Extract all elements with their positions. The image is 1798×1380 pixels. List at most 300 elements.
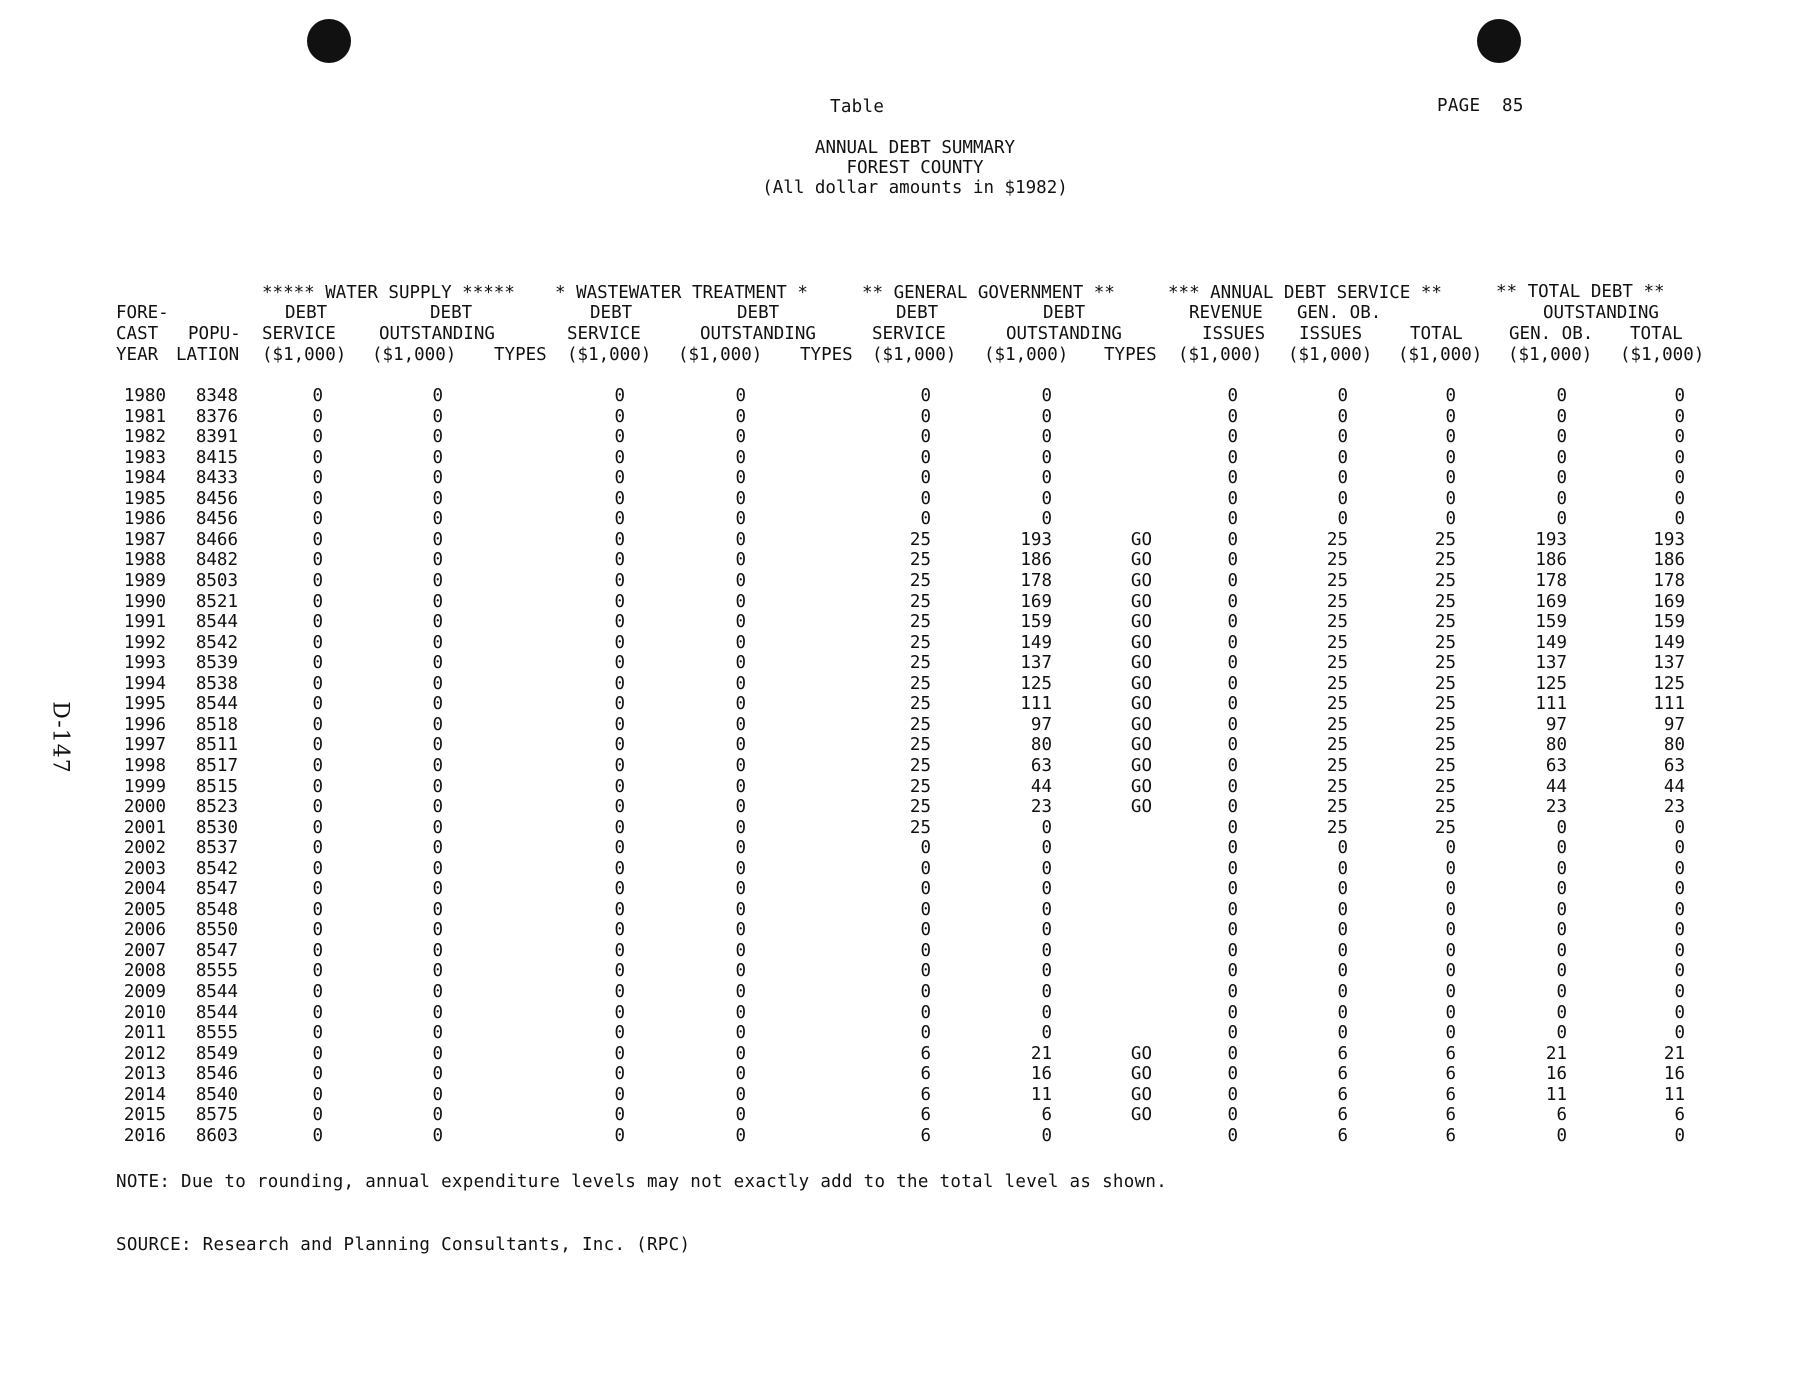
cell-ws-debt-outstanding: 0 [432, 1002, 443, 1023]
cell-ws-debt-service: 0 [312, 571, 323, 591]
cell-year: 2001 [123, 817, 166, 838]
cell-ws-debt-outstanding: 0 [432, 899, 443, 920]
cell-td-total: 80 [1663, 735, 1685, 756]
cell-ws-debt-service: 0 [312, 1125, 323, 1146]
cell-gg-debt-outstanding: 0 [1041, 1023, 1052, 1044]
cell-ads-total: 0 [1445, 858, 1456, 879]
cell-ads-genob-issues: 0 [1337, 427, 1348, 448]
cell-ads-revenue-issues: 0 [1227, 1125, 1238, 1146]
table-row [0, 1044, 1798, 1064]
cell-gg-debt-service: 25 [909, 550, 931, 571]
cell-gg-types: GO [1130, 571, 1152, 591]
cell-td-genob-outstanding: 0 [1556, 838, 1567, 859]
cell-ads-revenue-issues: 0 [1227, 797, 1238, 817]
cell-population: 8547 [195, 879, 238, 900]
cell-ads-revenue-issues: 0 [1227, 427, 1238, 448]
cell-year: 2011 [123, 1023, 166, 1044]
cell-td-total: 0 [1674, 858, 1685, 879]
cell-ads-genob-issues: 25 [1326, 797, 1348, 817]
table-row [0, 571, 1798, 591]
cell-ws-debt-service: 0 [312, 447, 323, 468]
cell-td-total: 111 [1653, 694, 1685, 715]
cell-ws-debt-service: 0 [312, 1043, 323, 1064]
cell-ads-revenue-issues: 0 [1227, 1023, 1238, 1044]
cell-ws-debt-service: 0 [312, 982, 323, 1002]
cell-ws-debt-service: 0 [312, 673, 323, 694]
table-row [0, 900, 1798, 920]
cell-wt-debt-outstanding: 0 [735, 673, 746, 694]
cell-ads-genob-issues: 0 [1337, 982, 1348, 1002]
cell-ws-debt-outstanding: 0 [432, 591, 443, 612]
cell-td-genob-outstanding: 111 [1535, 694, 1567, 715]
cell-ads-revenue-issues: 0 [1227, 1002, 1238, 1023]
cell-td-genob-outstanding: 186 [1535, 550, 1567, 571]
cell-gg-debt-service: 0 [920, 858, 931, 879]
cell-ws-debt-service: 0 [312, 1002, 323, 1023]
cell-ads-total: 6 [1445, 1125, 1456, 1146]
table-subtitle-county: FOREST COUNTY [846, 158, 984, 178]
col-header-ads-revenue-1: REVENUE [1189, 303, 1263, 323]
cell-ads-genob-issues: 0 [1337, 406, 1348, 427]
cell-wt-debt-outstanding: 0 [735, 550, 746, 571]
cell-gg-debt-outstanding: 6 [1041, 1105, 1052, 1126]
col-header-ads-genob-1: GEN. OB. [1297, 303, 1382, 323]
cell-ws-debt-outstanding: 0 [432, 858, 443, 879]
cell-gg-types: GO [1130, 591, 1152, 612]
binder-hole-right [1477, 19, 1521, 63]
table-title: ANNUAL DEBT SUMMARY [814, 138, 1016, 158]
cell-ads-total: 0 [1445, 899, 1456, 920]
cell-td-total: 0 [1674, 920, 1685, 941]
cell-td-total: 0 [1674, 427, 1685, 448]
cell-ads-revenue-issues: 0 [1227, 612, 1238, 632]
cell-ws-debt-service: 0 [312, 776, 323, 797]
cell-year: 1999 [123, 776, 166, 797]
cell-wt-debt-outstanding: 0 [735, 1023, 746, 1044]
cell-wt-debt-service: 0 [614, 653, 625, 674]
cell-ads-total: 25 [1434, 612, 1456, 632]
cell-wt-debt-outstanding: 0 [735, 632, 746, 653]
table-row [0, 427, 1798, 447]
cell-ws-debt-service: 0 [312, 714, 323, 735]
col-header-wt-outstanding-1: DEBT [737, 303, 780, 323]
cell-ads-total: 0 [1445, 427, 1456, 448]
cell-wt-debt-service: 0 [614, 879, 625, 900]
cell-gg-debt-service: 25 [909, 529, 931, 550]
cell-ads-genob-issues: 0 [1337, 920, 1348, 941]
cell-ws-debt-service: 0 [312, 920, 323, 941]
cell-wt-debt-service: 0 [614, 1064, 625, 1085]
cell-wt-debt-service: 0 [614, 776, 625, 797]
cell-gg-debt-outstanding: 169 [1020, 591, 1052, 612]
cell-population: 8542 [195, 632, 238, 653]
cell-gg-debt-outstanding: 0 [1041, 899, 1052, 920]
cell-ws-debt-outstanding: 0 [432, 468, 443, 489]
table-row [0, 509, 1798, 529]
cell-ads-total: 6 [1445, 1105, 1456, 1126]
table-row [0, 468, 1798, 488]
cell-ads-revenue-issues: 0 [1227, 735, 1238, 756]
col-header-wt-types: TYPES [800, 345, 853, 365]
cell-wt-debt-outstanding: 0 [735, 920, 746, 941]
cell-gg-debt-outstanding: 0 [1041, 468, 1052, 489]
cell-gg-debt-outstanding: 0 [1041, 982, 1052, 1002]
cell-gg-debt-service: 0 [920, 838, 931, 859]
source-text: SOURCE: Research and Planning Consultants, Inc. (RPC) [116, 1235, 691, 1255]
cell-ws-debt-service: 0 [312, 879, 323, 900]
cell-td-total: 0 [1674, 447, 1685, 468]
cell-ws-debt-outstanding: 0 [432, 797, 443, 817]
cell-gg-debt-service: 25 [909, 571, 931, 591]
cell-population: 8456 [195, 509, 238, 530]
col-header-wt-outstanding-3: ($1,000) [678, 345, 763, 365]
cell-td-genob-outstanding: 0 [1556, 961, 1567, 982]
cell-population: 8542 [195, 858, 238, 879]
cell-gg-debt-outstanding: 21 [1030, 1043, 1052, 1064]
table-row [0, 489, 1798, 509]
cell-td-genob-outstanding: 0 [1556, 982, 1567, 1002]
cell-gg-types: GO [1130, 755, 1152, 776]
cell-wt-debt-outstanding: 0 [735, 447, 746, 468]
col-header-td-total-3: ($1,000) [1620, 345, 1705, 365]
cell-year: 1991 [123, 612, 166, 632]
cell-gg-types: GO [1130, 735, 1152, 756]
cell-wt-debt-service: 0 [614, 1105, 625, 1126]
col-header-year-3: YEAR [116, 345, 159, 365]
cell-wt-debt-outstanding: 0 [735, 940, 746, 961]
cell-gg-debt-outstanding: 0 [1041, 488, 1052, 509]
cell-wt-debt-outstanding: 0 [735, 509, 746, 530]
cell-ads-total: 0 [1445, 447, 1456, 468]
cell-year: 2014 [123, 1084, 166, 1105]
cell-gg-debt-outstanding: 0 [1041, 838, 1052, 859]
col-header-ads-revenue-3: ($1,000) [1178, 345, 1263, 365]
cell-gg-types: GO [1130, 797, 1152, 817]
cell-gg-debt-service: 6 [920, 1125, 931, 1146]
cell-td-total: 0 [1674, 509, 1685, 530]
cell-year: 2000 [123, 797, 166, 817]
cell-ads-genob-issues: 0 [1337, 1023, 1348, 1044]
cell-gg-debt-outstanding: 111 [1020, 694, 1052, 715]
table-row [0, 386, 1798, 406]
group-header-annual-debt-service: *** ANNUAL DEBT SERVICE ** [1168, 283, 1442, 303]
note-text: NOTE: Due to rounding, annual expenditure levels may not exactly add to the total level as shown. [116, 1172, 1168, 1192]
cell-year: 1995 [123, 694, 166, 715]
col-header-ws-outstanding-2: OUTSTANDING [379, 324, 495, 344]
cell-wt-debt-service: 0 [614, 755, 625, 776]
cell-gg-debt-service: 25 [909, 694, 931, 715]
cell-year: 2015 [123, 1105, 166, 1126]
cell-ads-total: 0 [1445, 1023, 1456, 1044]
cell-year: 1990 [123, 591, 166, 612]
cell-ads-total: 0 [1445, 920, 1456, 941]
cell-ws-debt-outstanding: 0 [432, 776, 443, 797]
cell-ws-debt-outstanding: 0 [432, 714, 443, 735]
cell-gg-debt-outstanding: 0 [1041, 386, 1052, 406]
table-row [0, 982, 1798, 1002]
cell-gg-debt-service: 0 [920, 879, 931, 900]
cell-ads-revenue-issues: 0 [1227, 673, 1238, 694]
cell-ws-debt-service: 0 [312, 653, 323, 674]
col-header-gg-types: TYPES [1104, 345, 1157, 365]
cell-ads-genob-issues: 0 [1337, 961, 1348, 982]
cell-ws-debt-service: 0 [312, 735, 323, 756]
cell-td-genob-outstanding: 0 [1556, 1125, 1567, 1146]
cell-ads-revenue-issues: 0 [1227, 488, 1238, 509]
cell-gg-debt-service: 6 [920, 1043, 931, 1064]
cell-wt-debt-service: 0 [614, 632, 625, 653]
cell-ws-debt-outstanding: 0 [432, 653, 443, 674]
cell-ws-debt-service: 0 [312, 427, 323, 448]
table-row [0, 797, 1798, 817]
cell-population: 8548 [195, 899, 238, 920]
cell-population: 8518 [195, 714, 238, 735]
cell-year: 2009 [123, 982, 166, 1002]
cell-population: 8555 [195, 1023, 238, 1044]
cell-population: 8348 [195, 386, 238, 406]
cell-gg-types: GO [1130, 550, 1152, 571]
cell-ws-debt-outstanding: 0 [432, 879, 443, 900]
table-row [0, 1023, 1798, 1043]
cell-year: 1981 [123, 406, 166, 427]
cell-gg-debt-service: 25 [909, 673, 931, 694]
cell-td-genob-outstanding: 193 [1535, 529, 1567, 550]
cell-ads-genob-issues: 6 [1337, 1064, 1348, 1085]
cell-gg-debt-outstanding: 178 [1020, 571, 1052, 591]
cell-gg-debt-service: 25 [909, 755, 931, 776]
cell-wt-debt-outstanding: 0 [735, 529, 746, 550]
cell-ads-genob-issues: 0 [1337, 838, 1348, 859]
cell-year: 2002 [123, 838, 166, 859]
cell-td-total: 21 [1663, 1043, 1685, 1064]
cell-population: 8523 [195, 797, 238, 817]
cell-td-genob-outstanding: 0 [1556, 447, 1567, 468]
cell-population: 8549 [195, 1043, 238, 1064]
cell-ads-genob-issues: 0 [1337, 386, 1348, 406]
cell-ws-debt-outstanding: 0 [432, 755, 443, 776]
cell-wt-debt-service: 0 [614, 838, 625, 859]
cell-td-genob-outstanding: 63 [1545, 755, 1567, 776]
cell-population: 8544 [195, 982, 238, 1002]
cell-wt-debt-service: 0 [614, 550, 625, 571]
cell-ads-revenue-issues: 0 [1227, 1064, 1238, 1085]
cell-gg-debt-service: 0 [920, 982, 931, 1002]
cell-wt-debt-outstanding: 0 [735, 468, 746, 489]
cell-gg-types: GO [1130, 529, 1152, 550]
cell-gg-debt-service: 25 [909, 653, 931, 674]
cell-td-genob-outstanding: 16 [1545, 1064, 1567, 1085]
cell-ws-debt-service: 0 [312, 797, 323, 817]
cell-gg-debt-outstanding: 149 [1020, 632, 1052, 653]
cell-gg-debt-service: 0 [920, 1002, 931, 1023]
cell-year: 1997 [123, 735, 166, 756]
cell-year: 2013 [123, 1064, 166, 1085]
cell-td-total: 125 [1653, 673, 1685, 694]
cell-td-total: 0 [1674, 1125, 1685, 1146]
cell-gg-types: GO [1130, 632, 1152, 653]
cell-ws-debt-outstanding: 0 [432, 1105, 443, 1126]
col-header-ws-types: TYPES [494, 345, 547, 365]
cell-ads-genob-issues: 0 [1337, 447, 1348, 468]
cell-td-total: 0 [1674, 406, 1685, 427]
cell-td-genob-outstanding: 11 [1545, 1084, 1567, 1105]
cell-ws-debt-outstanding: 0 [432, 1084, 443, 1105]
cell-td-genob-outstanding: 137 [1535, 653, 1567, 674]
cell-wt-debt-service: 0 [614, 386, 625, 406]
cell-year: 1998 [123, 755, 166, 776]
col-header-ads-genob-3: ($1,000) [1288, 345, 1373, 365]
cell-ws-debt-outstanding: 0 [432, 406, 443, 427]
cell-ads-revenue-issues: 0 [1227, 529, 1238, 550]
table-row [0, 1126, 1798, 1146]
cell-ads-total: 25 [1434, 673, 1456, 694]
cell-gg-types: GO [1130, 1064, 1152, 1085]
cell-wt-debt-service: 0 [614, 1125, 625, 1146]
cell-population: 8547 [195, 940, 238, 961]
cell-gg-debt-service: 0 [920, 447, 931, 468]
col-header-wt-outstanding-2: OUTSTANDING [700, 324, 816, 344]
cell-gg-debt-outstanding: 0 [1041, 879, 1052, 900]
table-row [0, 859, 1798, 879]
cell-ads-total: 0 [1445, 468, 1456, 489]
cell-ads-total: 0 [1445, 838, 1456, 859]
cell-td-genob-outstanding: 21 [1545, 1043, 1567, 1064]
table-row [0, 1105, 1798, 1125]
cell-gg-debt-service: 25 [909, 612, 931, 632]
cell-td-total: 0 [1674, 940, 1685, 961]
cell-ads-total: 25 [1434, 714, 1456, 735]
cell-wt-debt-outstanding: 0 [735, 735, 746, 756]
cell-population: 8415 [195, 447, 238, 468]
cell-wt-debt-service: 0 [614, 673, 625, 694]
cell-ws-debt-outstanding: 0 [432, 509, 443, 530]
cell-ads-genob-issues: 0 [1337, 879, 1348, 900]
cell-population: 8540 [195, 1084, 238, 1105]
cell-ads-total: 25 [1434, 632, 1456, 653]
cell-year: 1992 [123, 632, 166, 653]
cell-ws-debt-outstanding: 0 [432, 488, 443, 509]
cell-gg-types: GO [1130, 653, 1152, 674]
cell-ads-genob-issues: 25 [1326, 735, 1348, 756]
cell-gg-types: GO [1130, 776, 1152, 797]
cell-ws-debt-service: 0 [312, 612, 323, 632]
table-row [0, 612, 1798, 632]
cell-td-total: 11 [1663, 1084, 1685, 1105]
cell-ads-revenue-issues: 0 [1227, 632, 1238, 653]
cell-wt-debt-outstanding: 0 [735, 406, 746, 427]
table-row [0, 1085, 1798, 1105]
cell-ads-total: 25 [1434, 529, 1456, 550]
cell-td-total: 0 [1674, 488, 1685, 509]
cell-year: 2007 [123, 940, 166, 961]
cell-gg-debt-outstanding: 193 [1020, 529, 1052, 550]
cell-population: 8391 [195, 427, 238, 448]
cell-ads-revenue-issues: 0 [1227, 1084, 1238, 1105]
cell-year: 2003 [123, 858, 166, 879]
cell-td-genob-outstanding: 0 [1556, 386, 1567, 406]
cell-wt-debt-service: 0 [614, 694, 625, 715]
cell-td-total: 0 [1674, 1023, 1685, 1044]
cell-wt-debt-service: 0 [614, 1023, 625, 1044]
cell-ads-revenue-issues: 0 [1227, 940, 1238, 961]
cell-ads-genob-issues: 25 [1326, 632, 1348, 653]
cell-wt-debt-outstanding: 0 [735, 653, 746, 674]
cell-ws-debt-outstanding: 0 [432, 982, 443, 1002]
cell-ads-revenue-issues: 0 [1227, 591, 1238, 612]
cell-ads-total: 25 [1434, 735, 1456, 756]
cell-td-total: 178 [1653, 571, 1685, 591]
cell-gg-debt-outstanding: 80 [1030, 735, 1052, 756]
cell-ws-debt-outstanding: 0 [432, 1023, 443, 1044]
cell-wt-debt-service: 0 [614, 1043, 625, 1064]
cell-ads-genob-issues: 0 [1337, 940, 1348, 961]
cell-wt-debt-outstanding: 0 [735, 776, 746, 797]
col-header-year-2: CAST [116, 324, 159, 344]
cell-wt-debt-service: 0 [614, 899, 625, 920]
cell-ads-genob-issues: 0 [1337, 858, 1348, 879]
cell-ws-debt-outstanding: 0 [432, 920, 443, 941]
col-header-ws-outstanding-3: ($1,000) [372, 345, 457, 365]
cell-gg-debt-service: 6 [920, 1064, 931, 1085]
col-header-ads-total-3: ($1,000) [1398, 345, 1483, 365]
cell-ads-total: 6 [1445, 1043, 1456, 1064]
cell-wt-debt-outstanding: 0 [735, 714, 746, 735]
cell-wt-debt-service: 0 [614, 406, 625, 427]
cell-ws-debt-service: 0 [312, 961, 323, 982]
table-row [0, 879, 1798, 899]
cell-ws-debt-outstanding: 0 [432, 529, 443, 550]
cell-gg-debt-outstanding: 0 [1041, 1002, 1052, 1023]
cell-td-total: 0 [1674, 982, 1685, 1002]
cell-td-total: 0 [1674, 386, 1685, 406]
cell-ads-genob-issues: 0 [1337, 899, 1348, 920]
cell-population: 8603 [195, 1125, 238, 1146]
cell-td-total: 0 [1674, 879, 1685, 900]
cell-ads-revenue-issues: 0 [1227, 694, 1238, 715]
cell-ads-revenue-issues: 0 [1227, 817, 1238, 838]
cell-ws-debt-service: 0 [312, 940, 323, 961]
cell-wt-debt-outstanding: 0 [735, 797, 746, 817]
cell-td-genob-outstanding: 0 [1556, 858, 1567, 879]
cell-ads-genob-issues: 6 [1337, 1105, 1348, 1126]
col-header-ws-service-2: SERVICE [262, 324, 336, 344]
cell-gg-debt-outstanding: 137 [1020, 653, 1052, 674]
cell-ws-debt-outstanding: 0 [432, 838, 443, 859]
cell-ads-revenue-issues: 0 [1227, 961, 1238, 982]
cell-population: 8546 [195, 1064, 238, 1085]
cell-population: 8511 [195, 735, 238, 756]
table-row [0, 674, 1798, 694]
table-row [0, 530, 1798, 550]
cell-ads-genob-issues: 0 [1337, 1002, 1348, 1023]
cell-population: 8515 [195, 776, 238, 797]
cell-gg-debt-outstanding: 0 [1041, 1125, 1052, 1146]
table-row [0, 694, 1798, 714]
cell-wt-debt-outstanding: 0 [735, 612, 746, 632]
cell-ws-debt-service: 0 [312, 899, 323, 920]
cell-td-genob-outstanding: 0 [1556, 940, 1567, 961]
cell-ads-revenue-issues: 0 [1227, 406, 1238, 427]
cell-wt-debt-outstanding: 0 [735, 982, 746, 1002]
cell-wt-debt-outstanding: 0 [735, 694, 746, 715]
cell-wt-debt-service: 0 [614, 488, 625, 509]
cell-ads-total: 25 [1434, 591, 1456, 612]
cell-td-genob-outstanding: 125 [1535, 673, 1567, 694]
cell-td-total: 0 [1674, 1002, 1685, 1023]
cell-gg-debt-service: 25 [909, 632, 931, 653]
cell-gg-debt-outstanding: 0 [1041, 427, 1052, 448]
cell-ads-revenue-issues: 0 [1227, 714, 1238, 735]
